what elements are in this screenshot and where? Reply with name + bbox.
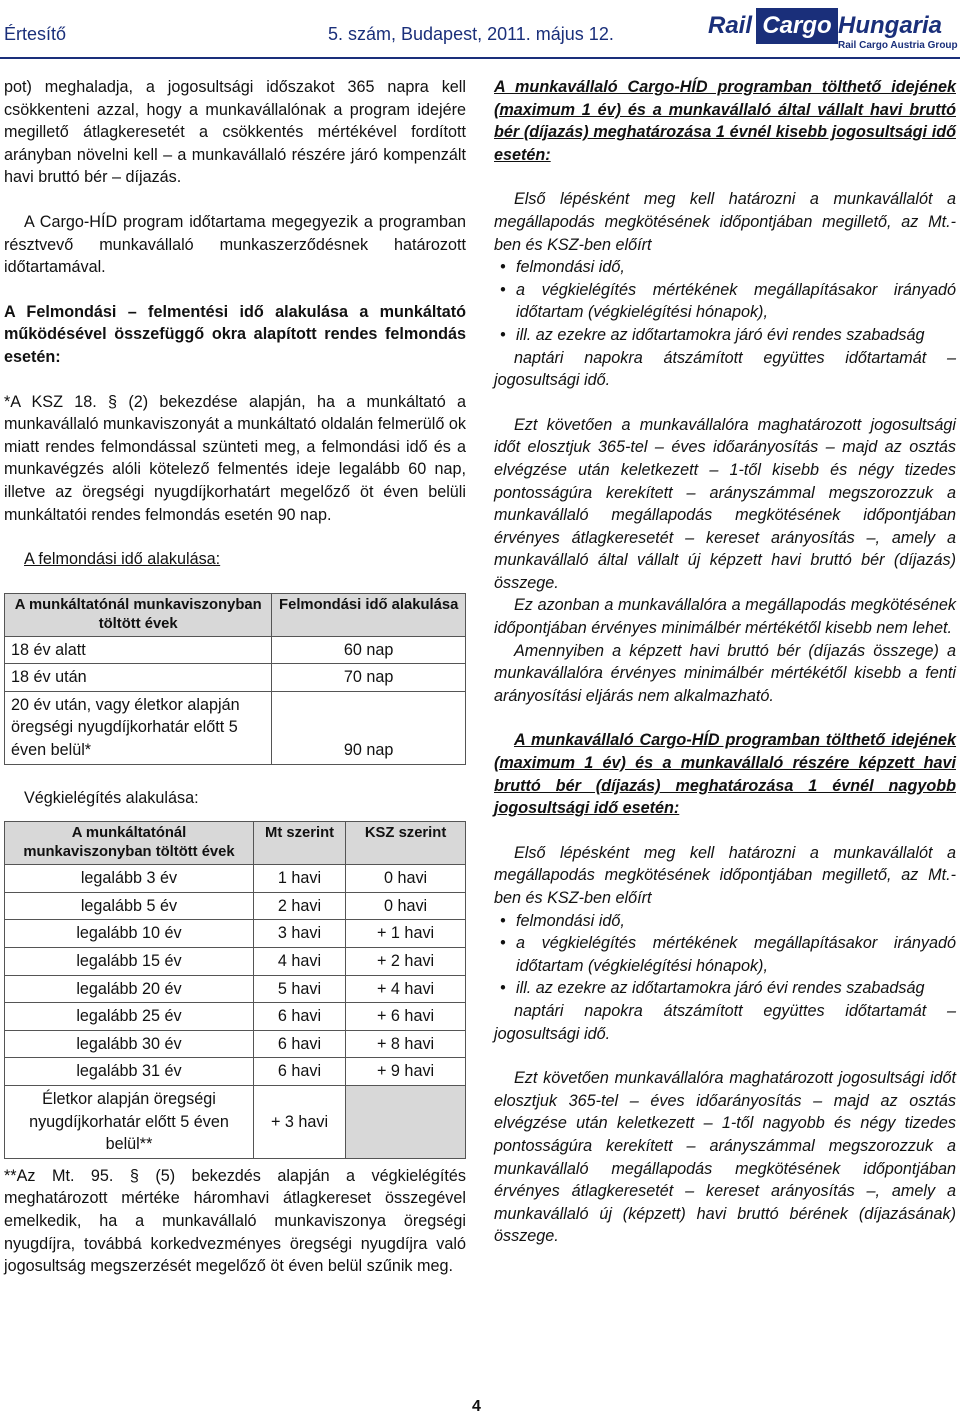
- paragraph: Ez azonban a munkavállalóra a megállapodás megkötésének időpontjában érvényes minimálbér mértékétől kisebb nem lehet.: [494, 596, 956, 638]
- paragraph: A Cargo-HÍD program időtartama megegyezik a programban résztvevő munkavállaló munkaszerződésnek határozott időtartamával.: [4, 212, 466, 277]
- table-header: Mt szerint: [253, 822, 345, 865]
- paragraph: Első lépésként meg kell határozni a munkavállalót a megállapodás megkötésének időpontjában megillető, az Mt.-ben és KSZ-ben előírt: [494, 843, 956, 907]
- table-cell: 2 havi: [253, 892, 345, 920]
- table-cell: + 8 havi: [346, 1030, 466, 1058]
- section-heading: A munkavállaló Cargo-HÍD programban tölthető idejének (maximum 1 év) és a munkavállaló részére képzett havi bruttó bér (díjazás) meghatározása 1 évnél nagyobb jogosultsági idő esetén:: [494, 731, 956, 818]
- table-cell: legalább 31 év: [5, 1058, 254, 1086]
- paragraph: naptári napokra átszámított együttes időtartamát – jogosultsági idő.: [494, 1001, 956, 1043]
- table-cell: 6 havi: [253, 1058, 345, 1086]
- table-cell: 3 havi: [253, 920, 345, 948]
- table-row: [5, 1030, 466, 1058]
- table-row: [5, 948, 466, 976]
- table-cell: legalább 30 év: [5, 1030, 254, 1058]
- table-cell-empty: [346, 1086, 466, 1159]
- list-item: • a végkielégítés mértékének megállapításakor irányadó időtartam (végkielégítési hónapok),: [494, 279, 956, 324]
- bullet-list: [494, 910, 956, 1000]
- table-row: [5, 1058, 466, 1086]
- list-item: • felmondási idő,: [494, 910, 956, 933]
- section-heading: A munkavállaló Cargo-HÍD programban tölthető idejének (maximum 1 év) és a munkavállaló által vállalt havi bruttó bér (díjazás) meghatározása 1 évnél kisebb jogosultsági idő esetén:: [494, 78, 956, 164]
- table-row: [5, 975, 466, 1003]
- logo-rail: Rail: [708, 12, 753, 39]
- section-heading: Végkielégítés alakulása:: [24, 788, 199, 807]
- list-item: • felmondási idő,: [494, 256, 956, 279]
- paragraph: Első lépésként meg kell határozni a munkavállalót a megállapodás megkötésének időpontjában megillető, az Mt.-ben és KSZ-ben előírt: [494, 190, 956, 254]
- paragraph: Amennyiben a képzett havi bruttó bér (díjazás összege) a munkavállalóra érvényes minimálbér mértékétől kisebb a fenti arányosítási eljárás nem alkalmazható.: [494, 641, 956, 705]
- footnote: **Az Mt. 95. § (5) bekezdés alapján a végkielégítés meghatározott mértéke háromhavi átlagkereset összegével emelkedik, ha a munkavállaló munkaviszonya öregségi nyugdíjra, továbbá korkedvezményes öregségi nyugdíjra való jogosultság megszerzését megelőző öt éven belül szűnik meg.: [4, 1166, 466, 1276]
- logo-hungaria: Hungaria: [838, 12, 943, 39]
- page-header: [0, 0, 960, 58]
- table-cell: Életkor alapján öregségi nyugdíjkorhatár előtt 5 éven belül**: [5, 1086, 254, 1159]
- table-cell: + 4 havi: [346, 975, 466, 1003]
- table-cell: + 6 havi: [346, 1003, 466, 1031]
- bullet-list: [494, 256, 956, 346]
- table-cell: 18 év alatt: [5, 636, 272, 664]
- table-cell: + 1 havi: [346, 920, 466, 948]
- table-cell: legalább 25 év: [5, 1003, 254, 1031]
- paragraph: pot) meghaladja, a jogosultsági időszakot 365 napra kell csökkenteni azzal, hogy a munkavállalónak a program idejére megillető átlagkeresetét a csökkentés mértékével fordított arányban növelni kell – a munkavállaló részére járó kompenzált havi bruttó bér – díjazás.: [4, 78, 466, 187]
- paragraph: naptári napokra átszámított együttes időtartamát – jogosultsági idő.: [494, 348, 956, 390]
- table-header: A munkáltatónál munkaviszonyban töltött évek: [5, 822, 254, 865]
- table-cell: 18 év után: [5, 664, 272, 692]
- table-cell: + 9 havi: [346, 1058, 466, 1086]
- table-cell: + 2 havi: [346, 948, 466, 976]
- table-row: [5, 920, 466, 948]
- issue-info: 5. szám, Budapest, 2011. május 12.: [328, 24, 614, 44]
- table-cell: 0 havi: [346, 865, 466, 893]
- table-cell: legalább 15 év: [5, 948, 254, 976]
- publication-title: Értesítő: [4, 24, 67, 44]
- table-row: [5, 636, 466, 664]
- table-cell: legalább 3 év: [5, 865, 254, 893]
- list-item: • ill. az ezekre az időtartamokra járó évi rendes szabadság: [494, 324, 956, 347]
- table-row: [5, 1003, 466, 1031]
- table-header: A munkáltatónál munkaviszonyban töltött évek: [5, 593, 272, 636]
- notice-period-table: [4, 593, 466, 765]
- company-logo: [708, 6, 958, 52]
- table-row: [5, 892, 466, 920]
- header-rule: [0, 57, 960, 59]
- table-row: [5, 865, 466, 893]
- paragraph: Ezt követően munkavállalóra maghatározott jogosultsági időt elosztjuk 365-tel – éves időarányosítás – majd az osztás elvégzése után keletkezett – 1-től nagyobb és négy tizedes pontosságúra kerekített – arányszámmal megszorozzuk a munkavállaló megállapodás megkötésének időpontjában érvényes átlagkeresetét – kereset arányosítás –, amely a munkavállaló új (képzett) havi bruttó bérének (díjazásának) összege.: [494, 1069, 956, 1246]
- table-row: [5, 1086, 466, 1159]
- page-number: 4: [472, 1398, 481, 1415]
- table-cell: 1 havi: [253, 865, 345, 893]
- section-heading: A felmondási idő alakulása:: [24, 550, 221, 569]
- right-column: [494, 76, 956, 1248]
- section-heading: A Felmondási – felmentési idő alakulása a munkáltató működésével összefüggő okra alapított rendes felmondás esetén:: [4, 302, 466, 366]
- table-header: Felmondási idő alakulása: [272, 593, 466, 636]
- table-cell: 4 havi: [253, 948, 345, 976]
- logo-cargo: Cargo: [756, 8, 838, 44]
- table-cell: 6 havi: [253, 1030, 345, 1058]
- table-cell: + 3 havi: [253, 1086, 345, 1159]
- table-cell: 70 nap: [272, 664, 466, 692]
- paragraph: Ezt követően a munkavállalóra maghatározott jogosultsági időt elosztjuk 365-tel – éves időarányosítás – majd az osztás elvégzése után keletkezett – 1-től kisebb és négy tizedes pontosságúra kerekített – arányszámmal megszorozzuk a munkavállaló megállapodás megkötésének időpontjában érvényes átlagkeresetét – kereset arányosítás –, amely a munkavállaló által vállalt új képzett havi bruttó bér (díjazás) összege.: [494, 415, 956, 592]
- table-cell: legalább 5 év: [5, 892, 254, 920]
- table-row: [5, 664, 466, 692]
- left-column: [4, 76, 466, 1278]
- list-item: • ill. az ezekre az időtartamokra járó évi rendes szabadság: [494, 977, 956, 1000]
- table-cell: 6 havi: [253, 1003, 345, 1031]
- table-cell: 0 havi: [346, 892, 466, 920]
- logo-group: Rail Cargo Austria Group: [838, 40, 958, 51]
- list-item: • a végkielégítés mértékének megállapításakor irányadó időtartam (végkielégítési hónapok),: [494, 932, 956, 977]
- paragraph: *A KSZ 18. § (2) bekezdése alapján, ha a munkáltató a munkavállaló munkaviszonyát a munkáltató oldalán felmerülő ok miatt rendes felmondással szünteti meg, a felmondási idő és a munkavégzés alóli kötelező felmentés ideje legalább 60 nap, illetve az öregségi nyugdíjkorhatárt megelőző öt éven belüli munkáltatói rendes felmondás esetén 90 nap.: [4, 392, 466, 524]
- table-cell: legalább 10 év: [5, 920, 254, 948]
- table-cell: legalább 20 év: [5, 975, 254, 1003]
- table-cell: 5 havi: [253, 975, 345, 1003]
- table-header: KSZ szerint: [346, 822, 466, 865]
- table-cell: 90 nap: [272, 691, 466, 764]
- severance-table: [4, 821, 466, 1159]
- table-cell: 20 év után, vagy életkor alapján öregségi nyugdíjkorhatár előtt 5 éven belül*: [5, 691, 272, 764]
- table-row: [5, 691, 466, 764]
- table-cell: 60 nap: [272, 636, 466, 664]
